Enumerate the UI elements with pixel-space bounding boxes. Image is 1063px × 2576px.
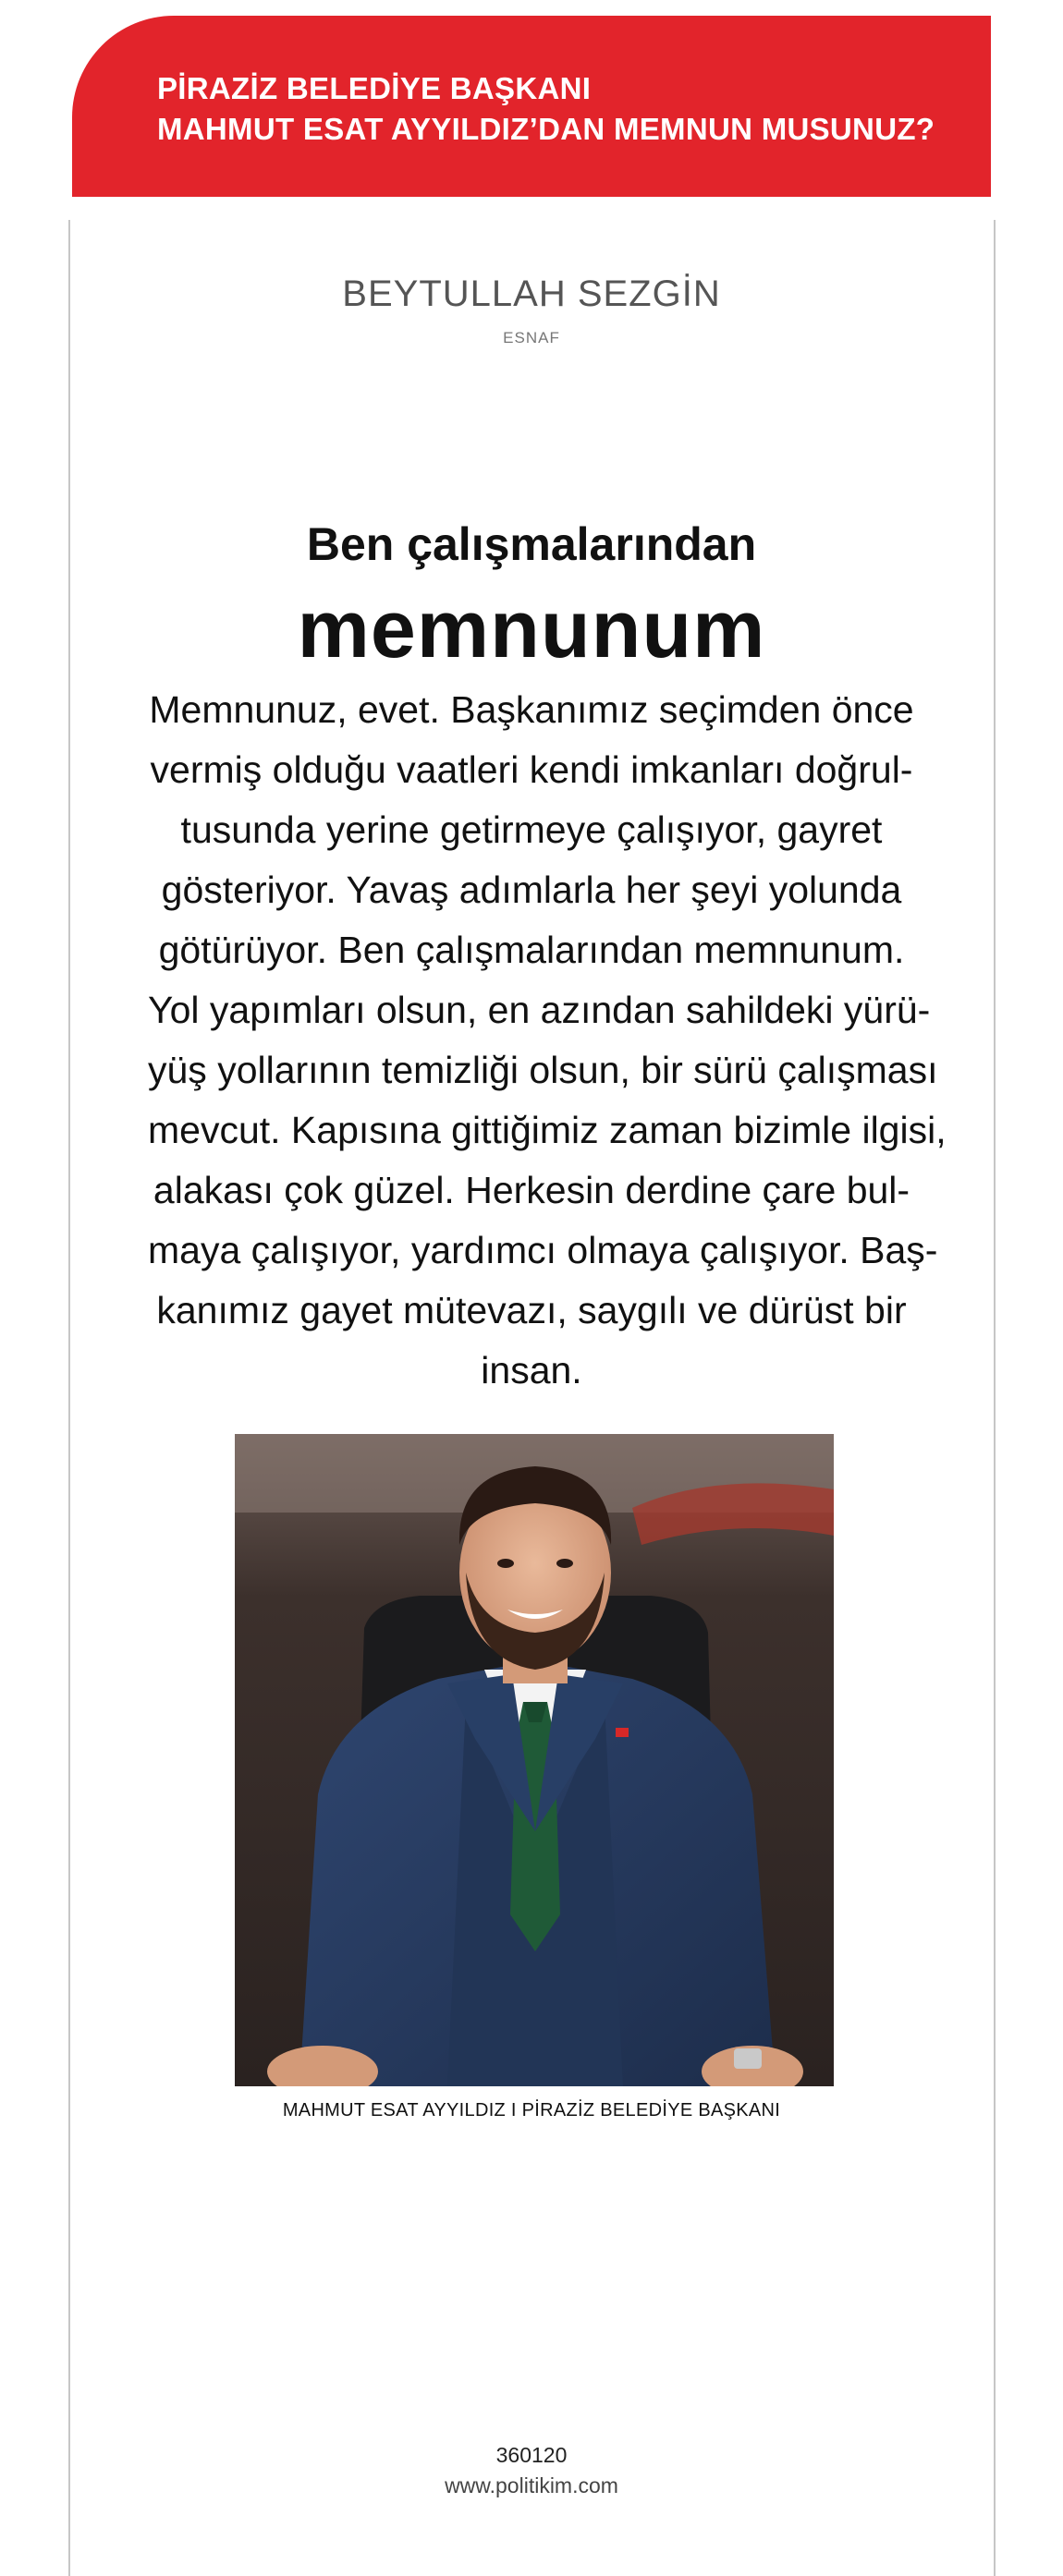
photo-caption: MAHMUT ESAT AYYILDIZ I PİRAZİZ BELEDİYE BAŞKANI [282, 2100, 781, 2120]
headline-title: memnunum [297, 583, 766, 674]
body-line: yüş yollarının temizliği olsun, bir sürü çalışması [148, 1049, 938, 1091]
body-line: insan. [481, 1349, 582, 1391]
body-line: mevcut. Kapısına gittiğimiz zaman bizimle ilgisi, [148, 1109, 947, 1151]
headline-subtitle: Ben çalışmalarından [306, 518, 757, 570]
body-line: götürüyor. Ben çalışmalarından memnunum. [158, 929, 905, 971]
footer-number: 360120 [495, 2443, 568, 2467]
author-name: BEYTULLAH SEZGİN [342, 273, 721, 314]
body-line: alakası çok güzel. Herkesin derdine çare bul- [153, 1169, 910, 1211]
body-line: Yol yapımları olsun, en azından sahildeki yürü- [148, 989, 931, 1031]
body-line: maya çalışıyor, yardımcı olmaya çalışıyor. Baş- [148, 1229, 938, 1271]
body-line: tusunda yerine getirmeye çalışıyor, gayret [180, 808, 883, 851]
body-line: vermiş olduğu vaatleri kendi imkanları doğrul- [150, 748, 913, 791]
mayor-portrait-photo [235, 1434, 834, 2086]
body-line: Memnunuz, evet. Başkanımız seçimden önce [149, 688, 914, 731]
article-body [148, 680, 947, 1401]
author-role: ESNAF [503, 329, 560, 346]
header-title-line1: PİRAZİZ BELEDİYE BAŞKANI [157, 71, 592, 105]
page-border-left [68, 220, 70, 2576]
page-border-right [994, 220, 996, 2576]
header-title-line2: MAHMUT ESAT AYYILDIZ’DAN MEMNUN MUSUNUZ? [157, 112, 935, 146]
body-line: kanımız gayet mütevazı, saygılı ve dürüst bir [156, 1289, 907, 1331]
body-line: gösteriyor. Yavaş adımlarla her şeyi yolunda [161, 869, 902, 911]
header-banner [72, 16, 991, 197]
footer-url: www.politikim.com [445, 2473, 618, 2497]
